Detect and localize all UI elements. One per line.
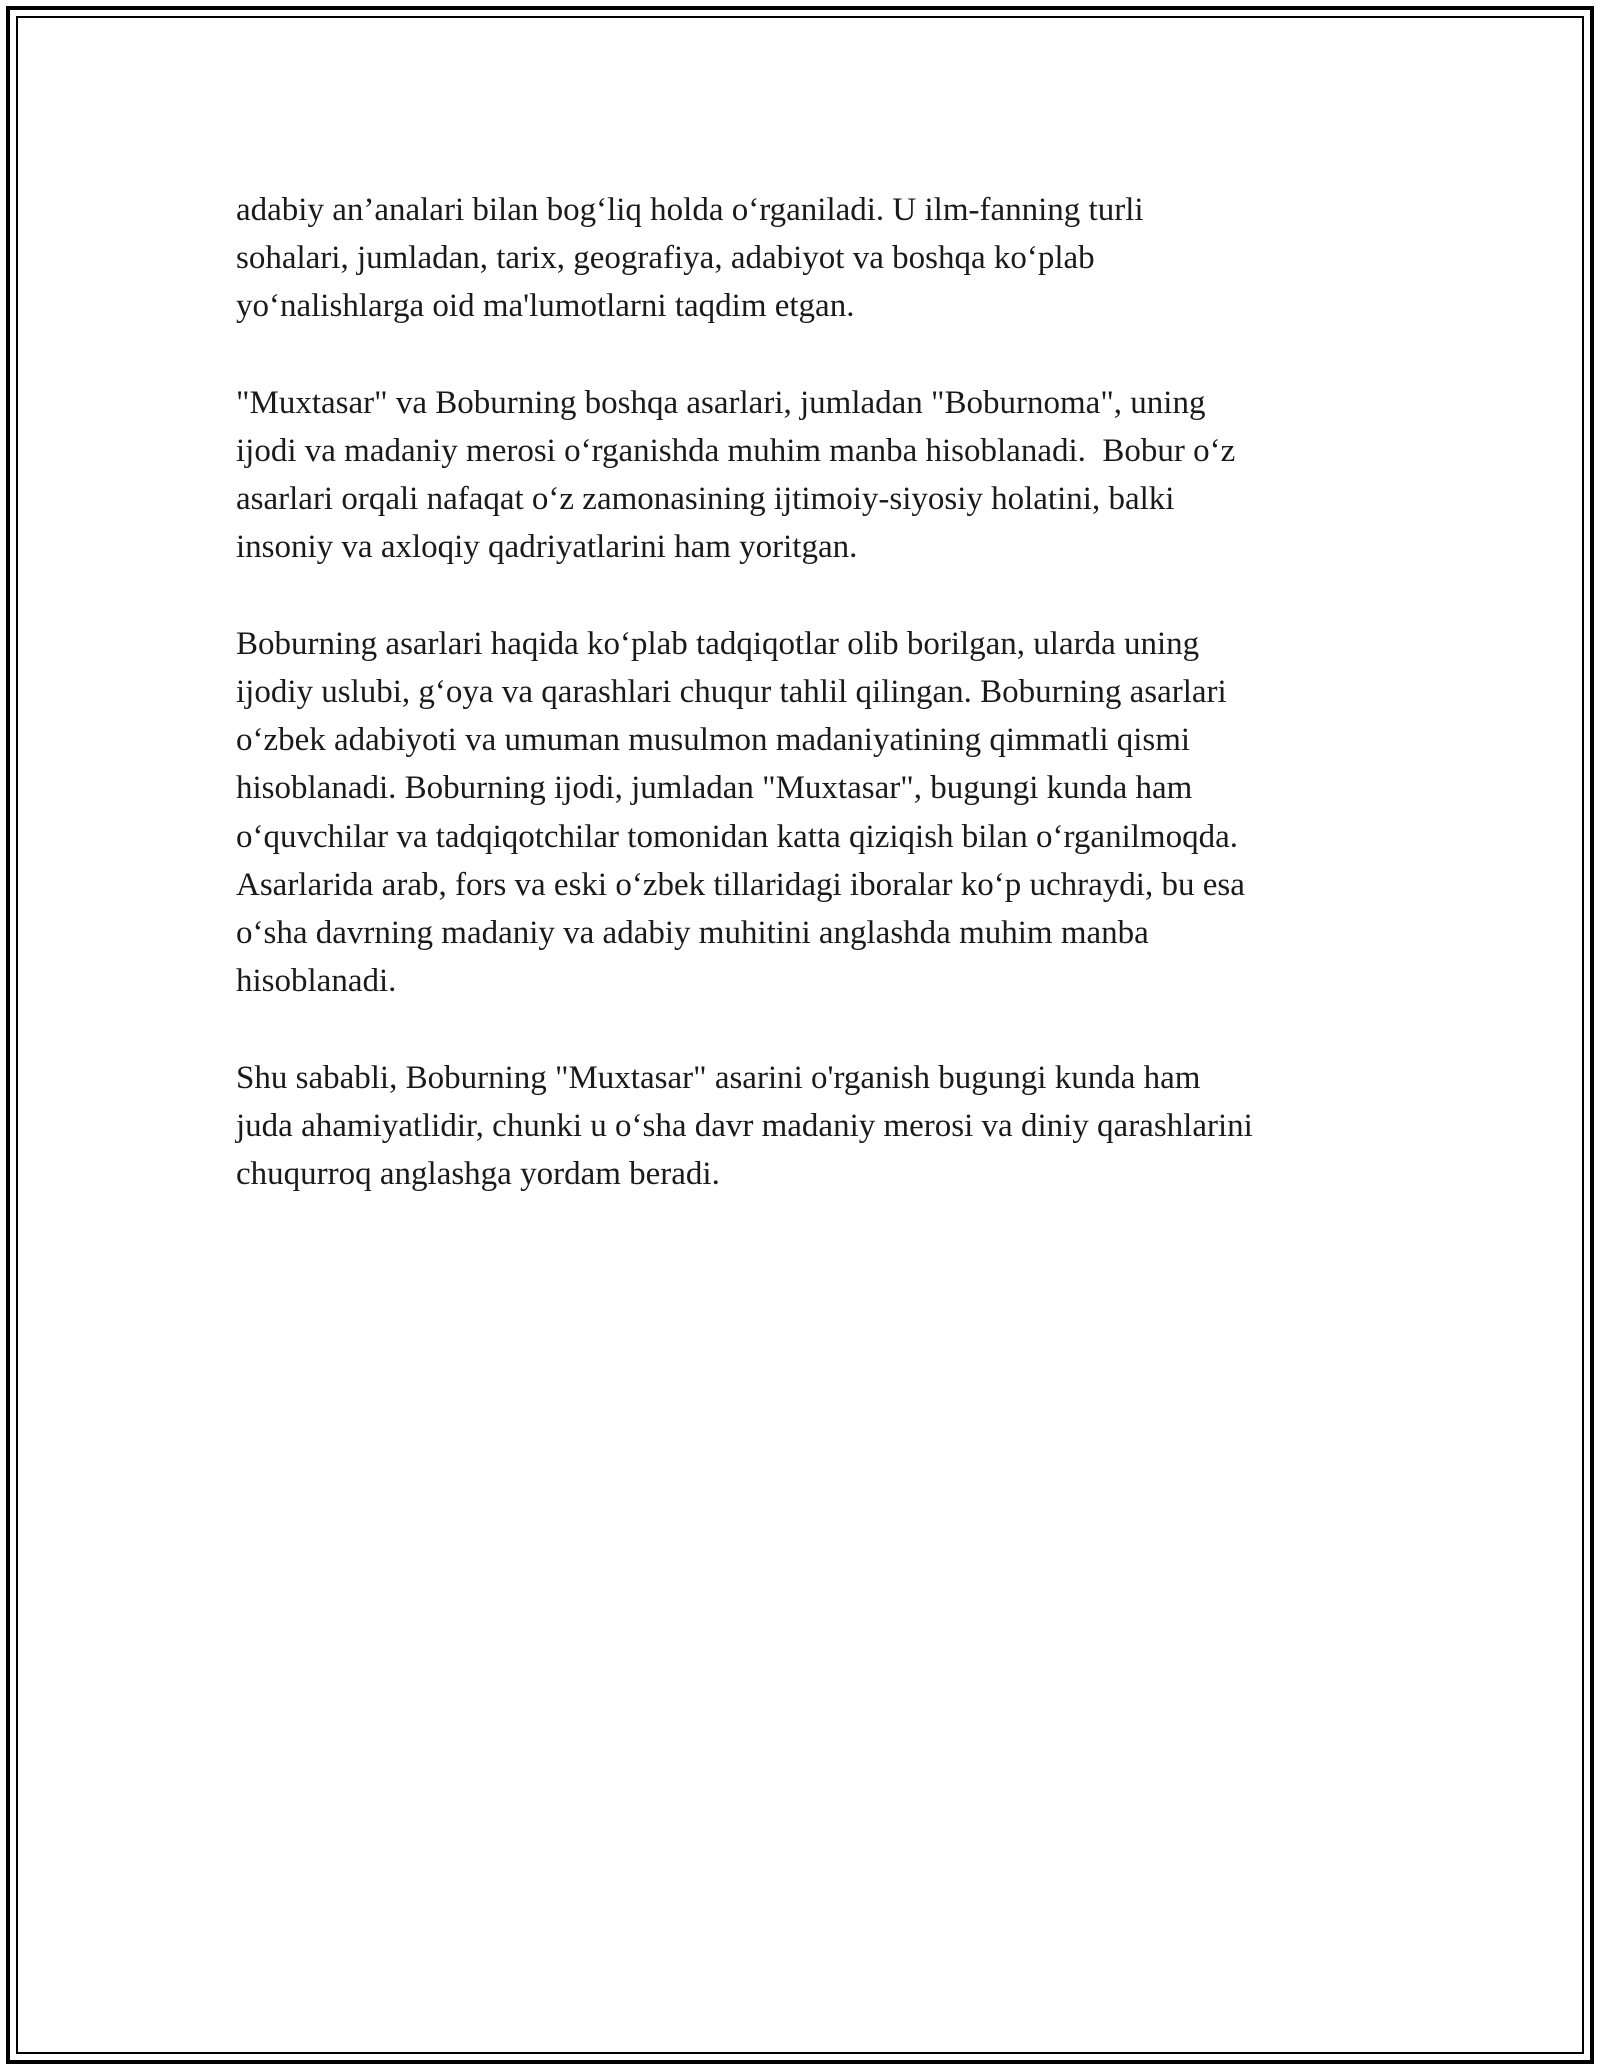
text-line: ijodiy uslubi, g‘oya va qarashlari chuqur tahlil qilingan. Boburning asarlari <box>236 674 1227 710</box>
text-line: o‘zbek adabiyoti va umuman musulmon madaniyatining qimmatli qismi <box>236 722 1191 759</box>
text-line: "Muxtasar" va Boburning boshqa asarlari, jumladan "Boburnoma", uning <box>236 384 1206 421</box>
text-line: Asarlarida arab, fors va eski o‘zbek tillaridagi iboralar ko‘p uchraydi, bu esa <box>236 866 1245 903</box>
text-line: sohalari, jumladan, tarix, geografiya, adabiyot va boshqa ko‘plab <box>236 240 1095 277</box>
text-line: Shu sababli, Boburning "Muxtasar" asarini o'rganish bugungi kunda ham <box>236 1059 1201 1096</box>
text-line: o‘sha davrning madaniy va adabiy muhitini anglashda muhim manba <box>236 915 1149 952</box>
text-line: asarlari orqali nafaqat o‘z zamonasining ijtimoiy-siyosiy holatini, balki <box>236 481 1175 518</box>
text-line: insoniy va axloqiy qadriyatlarini ham yoritgan. <box>236 529 858 566</box>
text-line: yo‘nalishlarga oid ma'lumotlarni taqdim etgan. <box>236 288 855 325</box>
paragraph-2 <box>236 379 1406 572</box>
document-body <box>236 186 1406 1246</box>
paragraph-1 <box>236 186 1406 331</box>
text-line: hisoblanadi. Boburning ijodi, jumladan "Muxtasar", bugungi kunda ham <box>236 770 1193 807</box>
text-line: ijodi va madaniy merosi o‘rganishda muhim manba hisoblanadi. Bobur o‘z <box>236 433 1236 469</box>
text-line: o‘quvchilar va tadqiqotchilar tomonidan katta qiziqish bilan o‘rganilmoqda. <box>236 818 1238 855</box>
text-line: chuqurroq anglashga yordam beradi. <box>236 1156 720 1193</box>
text-line: hisoblanadi. <box>236 963 397 1000</box>
paragraph-3 <box>236 620 1406 1006</box>
text-line: Boburning asarlari haqida ko‘plab tadqiqotlar olib borilgan, ularda uning <box>236 625 1200 662</box>
paragraph-4 <box>236 1054 1406 1199</box>
text-line: juda ahamiyatlidir, chunki u o‘sha davr madaniy merosi va diniy qarashlarini <box>236 1107 1253 1144</box>
text-line: adabiy an’analari bilan bog‘liq holda o‘rganiladi. U ilm-fanning turli <box>236 192 1144 228</box>
